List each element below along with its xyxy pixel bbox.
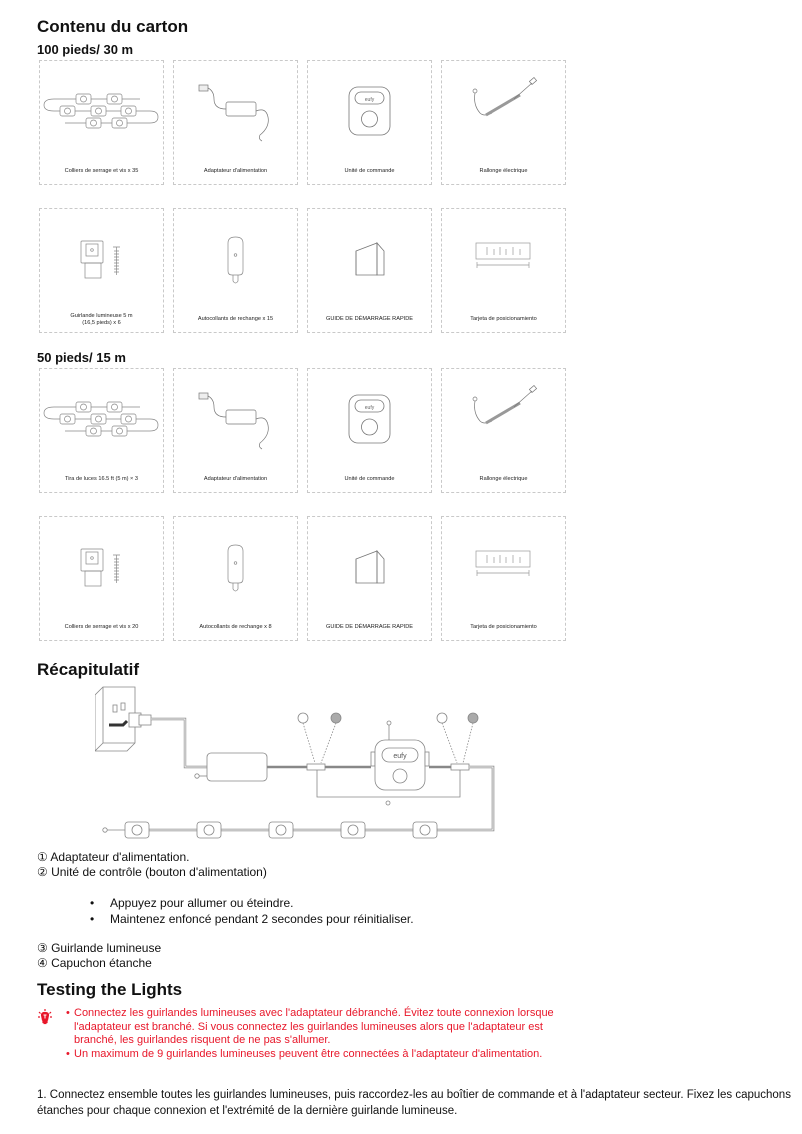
lightbulb-warning-icon [38, 1009, 52, 1025]
section-heading-50ft: 50 pieds/ 15 m [37, 350, 126, 365]
control-unit-icon [308, 377, 431, 467]
item-caption: GUIDE DE DÉMARRAGE RAPIDE [325, 316, 414, 322]
package-item [173, 208, 298, 333]
page-title: Contenu du carton [37, 17, 189, 36]
power-adapter-icon [207, 753, 267, 781]
package-grid-50ft [39, 368, 564, 641]
package-item [441, 516, 566, 641]
item-caption: Unité de commande [344, 476, 395, 482]
package-item [441, 208, 566, 333]
bullet-item: • Appuyez pour allumer ou éteindre. [90, 896, 414, 912]
legend-item: ④ Capuchon étanche [37, 956, 152, 970]
package-item [307, 516, 432, 641]
package-item [39, 368, 164, 493]
clip-screw-icon [40, 525, 163, 615]
overview-heading: Récapitulatif [37, 660, 140, 679]
item-caption: Tarjeta de posicionamiento [470, 624, 537, 630]
quick-start-guide-icon [308, 217, 431, 307]
section-heading-100ft: 100 pieds/ 30 m [37, 42, 134, 57]
control-unit-icon [375, 740, 425, 790]
package-item [173, 60, 298, 185]
clip-screw-icon [40, 217, 163, 307]
control-unit-bullets [90, 896, 414, 927]
power-adapter-icon [174, 69, 297, 159]
item-caption: GUIDE DE DÉMARRAGE RAPIDE [325, 624, 414, 630]
package-item [307, 60, 432, 185]
control-unit-icon [308, 69, 431, 159]
positioning-card-icon [442, 525, 565, 615]
positioning-card-icon [442, 217, 565, 307]
item-caption: Autocollants de rechange x 15 [197, 316, 274, 322]
item-caption: Adaptateur d'alimentation [203, 168, 268, 174]
sticker-icon [174, 525, 297, 615]
power-adapter-icon [174, 377, 297, 467]
package-item [441, 60, 566, 185]
legend-item: ② Unité de contrôle (bouton d'alimentation) [37, 865, 267, 879]
connection-diagram [95, 685, 505, 845]
extension-cord-icon [442, 69, 565, 159]
bullet-item: • Maintenez enfoncé pendant 2 secondes pour réinitialiser. [90, 912, 414, 928]
warning-item: • Connectez les guirlandes lumineuses avec l'adaptateur débranché. Évitez toute connexion lorsque l'adaptateur est branché. Si vous connectez les guirlandes lumineuses alors que l'adaptateur est branché, les guirlandes risquent de ne pas s'allumer. [66, 1007, 586, 1048]
item-caption: Rallonge électrique [479, 476, 528, 482]
item-caption: Rallonge électrique [479, 168, 528, 174]
extension-cord-icon [442, 377, 565, 467]
package-item [173, 368, 298, 493]
warning-item: • Un maximum de 9 guirlandes lumineuses peuvent être connectées à l'adaptateur d'alimentation. [66, 1048, 586, 1062]
item-caption: Unité de commande [344, 168, 395, 174]
package-item [39, 516, 164, 641]
item-caption: Autocollants de rechange x 8 [199, 624, 272, 630]
package-item [307, 368, 432, 493]
item-caption: Colliers de serrage et vis x 35 [64, 168, 139, 174]
light-strip-icon [40, 69, 163, 159]
item-caption: Tarjeta de posicionamiento [470, 316, 537, 322]
package-grid-100ft [39, 60, 564, 333]
legend-list-b [37, 941, 161, 971]
legend-item: ① Adaptateur d'alimentation. [37, 850, 190, 864]
package-item [39, 60, 164, 185]
svg-text:eufy: eufy [393, 753, 407, 760]
legend-list-a [37, 850, 267, 880]
step-1-text: 1. Connectez ensemble toutes les guirlandes lumineuses, puis raccordez-les au boîtier de commande et à l'adaptateur secteur. Fixez les capuchons étanches pour chaque connexion et l'extrémité de la dernière guirlande lumineuse. [37, 1089, 791, 1117]
item-caption: Adaptateur d'alimentation [203, 476, 268, 482]
package-item [173, 516, 298, 641]
package-item [39, 208, 164, 333]
legend-item: ③ Guirlande lumineuse [37, 941, 162, 955]
item-caption: Colliers de serrage et vis x 20 [64, 624, 139, 630]
package-item [441, 368, 566, 493]
light-strip-icon [40, 377, 163, 467]
warning-list [66, 1007, 586, 1061]
sticker-icon [174, 217, 297, 307]
testing-heading: Testing the Lights [37, 980, 183, 999]
quick-start-guide-icon [308, 525, 431, 615]
item-caption: Guirlande lumineuse 5 m (16,5 pieds) x 6 [70, 313, 133, 326]
package-item [307, 208, 432, 333]
item-caption: Tira de luces 16.5 ft (5 m) × 3 [64, 476, 138, 482]
